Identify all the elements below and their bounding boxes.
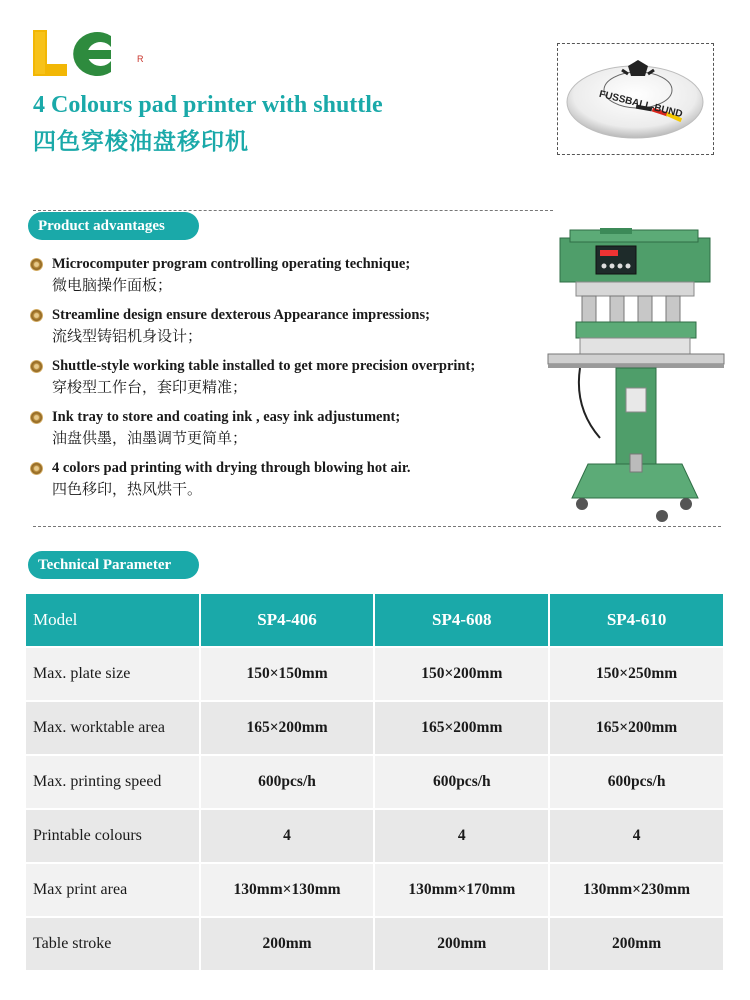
advantage-cn: 四色移印，热风烘干。 xyxy=(52,480,203,498)
cell-value: 150×250mm xyxy=(550,648,725,702)
header-cell: Model xyxy=(26,594,201,648)
divider-top xyxy=(33,210,553,211)
advantage-cn: 流线型铸铝机身设计； xyxy=(52,327,203,345)
pad-printer-machine-image xyxy=(540,228,730,525)
advantage-en: Ink tray to store and coating ink , easy ink adjustument; xyxy=(52,409,401,425)
bullet-icon xyxy=(30,258,43,271)
cell-value: 4 xyxy=(201,810,376,864)
list-item xyxy=(30,305,550,356)
cell-value: 600pcs/h xyxy=(550,756,725,810)
advantage-cn: 微电脑操作面板； xyxy=(52,276,173,294)
bullet-icon xyxy=(30,411,43,424)
advantage-en: 4 colors pad printing with drying through blowing hot air. xyxy=(52,460,411,476)
row-label: Max print area xyxy=(26,864,201,918)
title-chinese: 四色穿梭油盘移印机 xyxy=(33,129,249,155)
section-heading-technical: Technical Parameter xyxy=(28,551,199,579)
table-row xyxy=(26,918,725,972)
list-item xyxy=(30,356,550,407)
cell-value: 150×200mm xyxy=(375,648,550,702)
company-logo xyxy=(33,28,144,80)
cell-value: 130mm×130mm xyxy=(201,864,376,918)
cell-value: 600pcs/h xyxy=(201,756,376,810)
row-label: Max. plate size xyxy=(26,648,201,702)
list-item xyxy=(30,458,550,509)
cell-value: 200mm xyxy=(375,918,550,972)
table-row xyxy=(26,864,725,918)
header-cell: SP4-608 xyxy=(375,594,550,648)
section-heading-advantages: Product advantages xyxy=(28,212,199,240)
cell-value: 165×200mm xyxy=(201,702,376,756)
advantage-en: Streamline design ensure dexterous Appearance impressions; xyxy=(52,307,430,323)
cell-value: 165×200mm xyxy=(375,702,550,756)
product-print-text: FUSSBALL-BUND xyxy=(597,88,684,121)
bullet-icon xyxy=(30,360,43,373)
registered-mark: R xyxy=(137,54,144,64)
header-cell: SP4-610 xyxy=(550,594,725,648)
cell-value: 600pcs/h xyxy=(375,756,550,810)
advantage-en: Microcomputer program controlling operating technique; xyxy=(52,256,411,272)
bullet-icon xyxy=(30,309,43,322)
advantage-cn: 穿梭型工作台，套印更精准； xyxy=(52,378,248,396)
row-label: Max. printing speed xyxy=(26,756,201,810)
row-label: Table stroke xyxy=(26,918,201,972)
list-item xyxy=(30,407,550,458)
divider-middle xyxy=(33,526,721,527)
cell-value: 165×200mm xyxy=(550,702,725,756)
product-sample-image xyxy=(557,43,714,155)
table-row xyxy=(26,648,725,702)
cell-value: 130mm×170mm xyxy=(375,864,550,918)
spec-table xyxy=(26,594,725,972)
cell-value: 4 xyxy=(375,810,550,864)
cell-value: 200mm xyxy=(201,918,376,972)
cell-value: 150×150mm xyxy=(201,648,376,702)
title-english: 4 Colours pad printer with shuttle xyxy=(33,92,383,118)
table-row xyxy=(26,810,725,864)
header-cell: SP4-406 xyxy=(201,594,376,648)
cell-value: 200mm xyxy=(550,918,725,972)
table-header-row xyxy=(26,594,725,648)
row-label: Max. worktable area xyxy=(26,702,201,756)
table-row xyxy=(26,702,725,756)
row-label: Printable colours xyxy=(26,810,201,864)
cell-value: 130mm×230mm xyxy=(550,864,725,918)
cell-value: 4 xyxy=(550,810,725,864)
bullet-icon xyxy=(30,462,43,475)
advantage-en: Shuttle-style working table installed to get more precision overprint; xyxy=(52,358,476,374)
list-item xyxy=(30,254,550,305)
advantages-list xyxy=(30,254,550,509)
table-row xyxy=(26,756,725,810)
advantage-cn: 油盘供墨，油墨调节更简单； xyxy=(52,429,248,447)
